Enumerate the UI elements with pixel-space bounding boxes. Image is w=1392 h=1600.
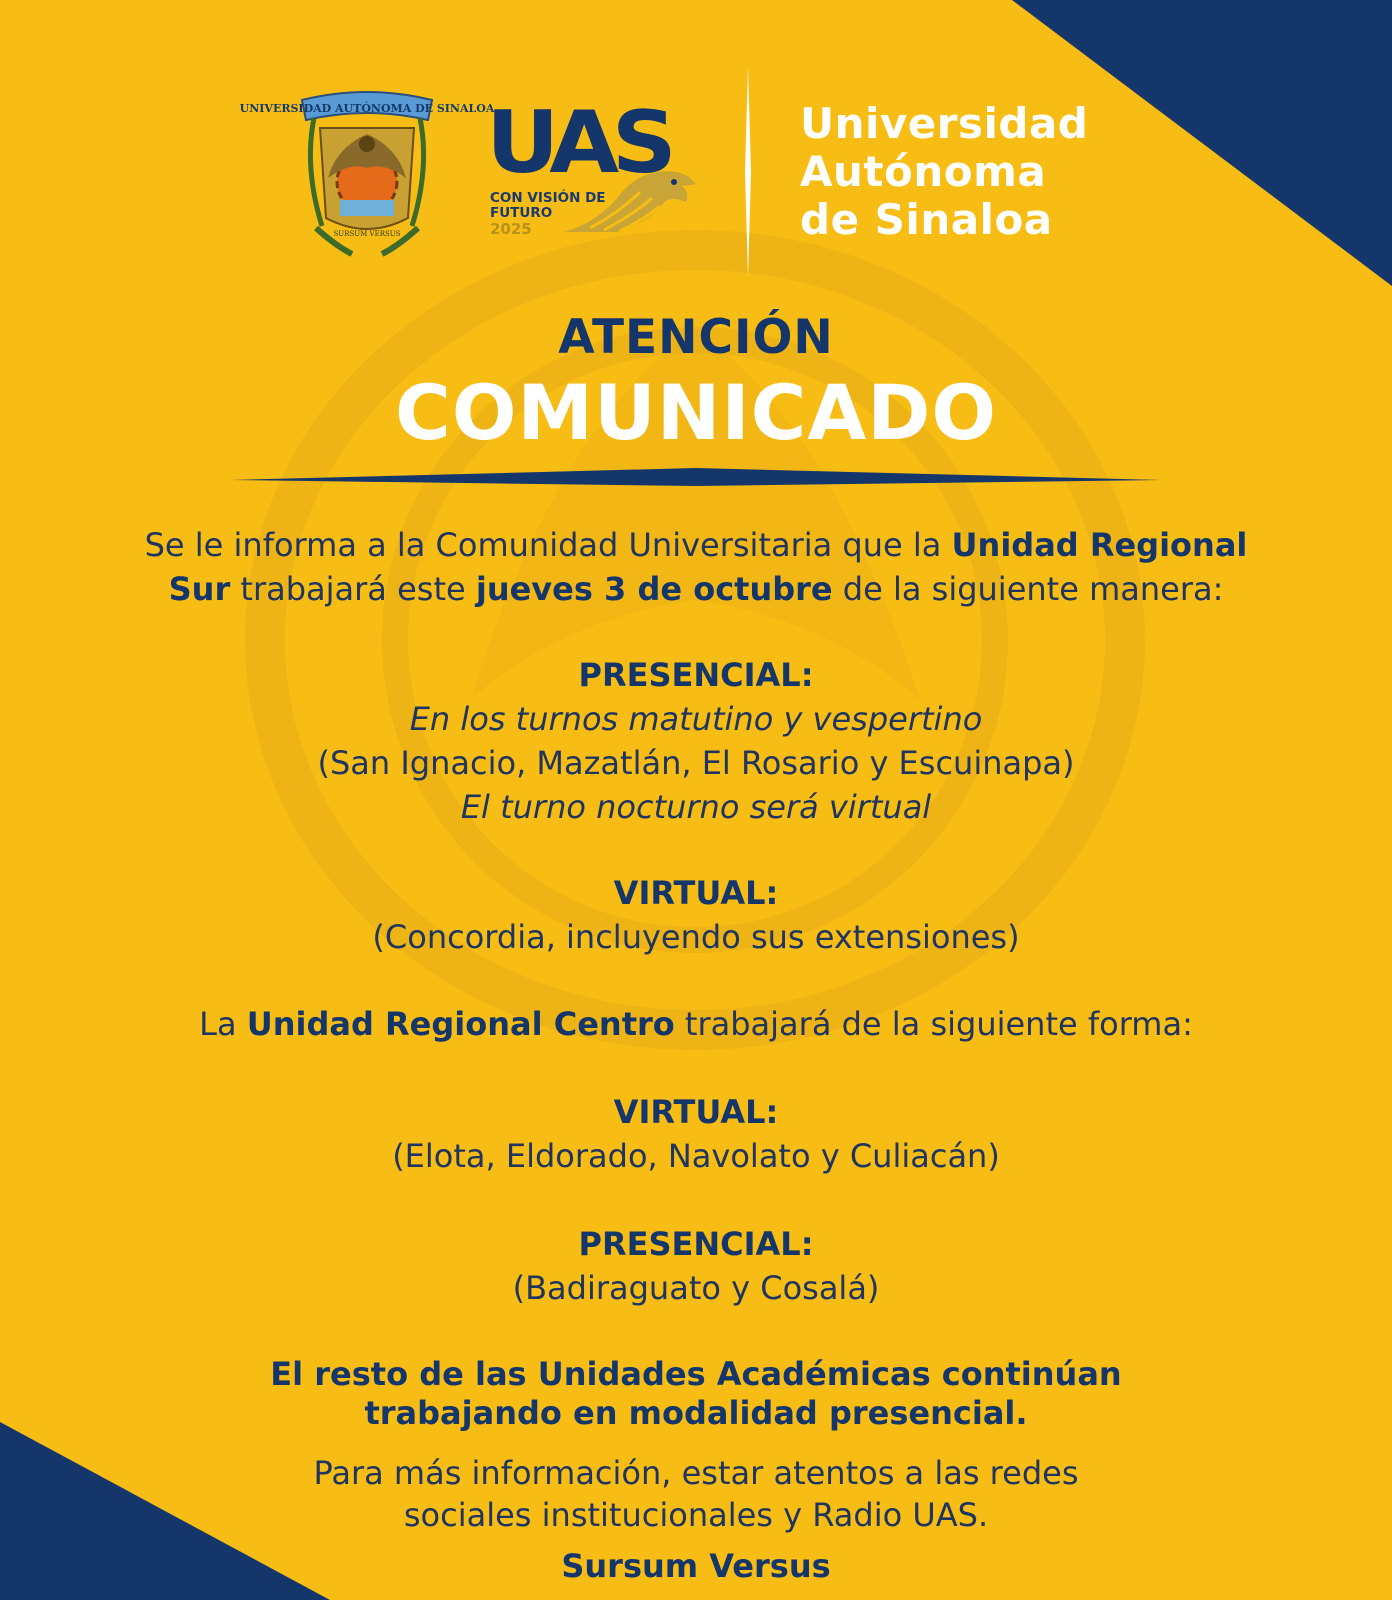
university-name-line-2: Autónoma — [800, 147, 1047, 196]
more-info-line-1: Para más información, estar atentos a las redes — [313, 1454, 1079, 1492]
communique-heading: COMUNICADO — [395, 368, 997, 457]
sur-virtual-line: (Concordia, incluyendo sus extensiones) — [372, 918, 1020, 956]
closing-line-2: trabajando en modalidad presencial. — [364, 1394, 1028, 1432]
title-underline — [232, 466, 1160, 484]
intro-text-1: Se le informa a la Comunidad Universitaria que la — [144, 526, 952, 564]
uas-logo-text: UAS — [486, 93, 670, 193]
eagle-head-icon — [560, 162, 698, 236]
intro-bold-date: jueves 3 de octubre — [475, 570, 833, 608]
centro-presencial-line: (Badiraguato y Cosalá) — [512, 1269, 880, 1307]
intro-paragraph — [0, 523, 1392, 611]
sur-presencial-line-3: El turno nocturno será virtual — [460, 788, 932, 826]
intro-text-3: de la siguiente manera: — [832, 570, 1224, 608]
centro-virtual-section — [0, 1090, 1392, 1178]
centro-bold: Unidad Regional Centro — [246, 1005, 675, 1043]
header-vertical-divider — [745, 66, 751, 278]
attention-title: ATENCIÓN — [558, 310, 834, 365]
centro-presencial-section — [0, 1222, 1392, 1310]
motto: Sursum Versus — [561, 1547, 831, 1585]
emblem-banner-text: UNIVERSIDAD AUTÓNOMA DE SINALOA — [239, 102, 495, 115]
university-name-line-1: Universidad — [800, 99, 1089, 148]
intro-text-2: trabajará este — [230, 570, 476, 608]
logo-tagline-1: CON VISIÓN DE — [490, 190, 606, 206]
uas-coat-of-arms-icon — [239, 78, 495, 260]
more-info-line-2: sociales institucionales y Radio UAS. — [403, 1496, 989, 1534]
intro-bold-sur: Sur — [168, 570, 231, 608]
intro-bold-unidad-regional: Unidad Regional — [951, 526, 1248, 564]
emblem-motto-text: SURSUM VERSUS — [333, 230, 401, 238]
centro-virtual-heading: VIRTUAL: — [613, 1093, 779, 1131]
closing-statement — [0, 1355, 1392, 1433]
centro-presencial-heading: PRESENCIAL: — [578, 1225, 814, 1263]
sur-virtual-heading: VIRTUAL: — [613, 874, 779, 912]
centro-intro — [0, 1002, 1392, 1046]
sur-virtual-section — [0, 871, 1392, 959]
university-name-line-3: de Sinaloa — [800, 195, 1053, 244]
centro-text-2: trabajará de la siguiente forma: — [674, 1005, 1193, 1043]
sur-presencial-line-1: En los turnos matutino y vespertino — [409, 700, 983, 738]
logo-tagline-2: FUTURO — [490, 205, 553, 221]
closing-line-1: El resto de las Unidades Académicas continúan — [270, 1355, 1122, 1393]
centro-virtual-line: (Elota, Eldorado, Navolato y Culiacán) — [392, 1137, 1000, 1175]
centro-text-1: La — [199, 1005, 247, 1043]
more-info — [0, 1452, 1392, 1536]
sur-presencial-section — [0, 653, 1392, 829]
sur-presencial-heading: PRESENCIAL: — [578, 656, 814, 694]
logo-year: 2025 — [490, 220, 532, 238]
sur-presencial-line-2: (San Ignacio, Mazatlán, El Rosario y Escuinapa) — [317, 744, 1075, 782]
uas-logo — [486, 93, 698, 240]
university-name — [800, 100, 1088, 244]
